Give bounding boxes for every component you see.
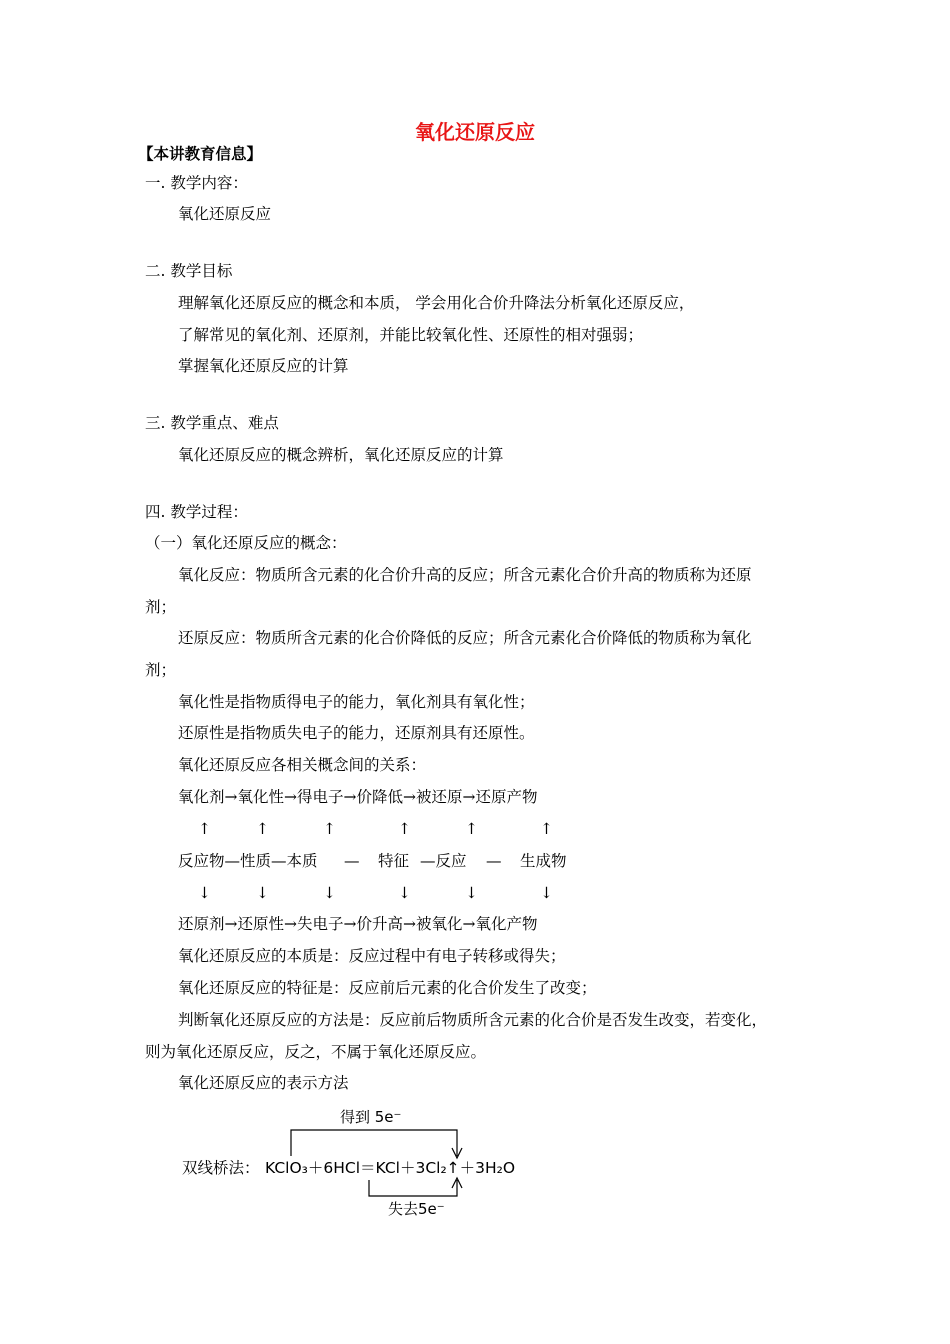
relation-middle-term: 反应物—性质—本质 (178, 852, 318, 870)
section2-line: 理解氧化还原反应的概念和本质， 学会用化合价升降法分析氧化还原反应， (178, 294, 695, 312)
representation-line: 氧化还原反应的表示方法 (178, 1074, 349, 1092)
down-arrow: ↓ (398, 884, 411, 902)
down-arrow: ↓ (198, 884, 211, 902)
down-arrow: ↓ (465, 884, 478, 902)
reduction-reaction-line2: 剂； (145, 661, 177, 679)
gain-label: 得到 5e⁻ (340, 1108, 402, 1126)
relation-middle-term: — (344, 852, 360, 870)
up-arrow: ↑ (398, 820, 411, 838)
up-arrow: ↑ (198, 820, 211, 838)
up-arrow: ↑ (323, 820, 336, 838)
reaction-equation: KClO₃＋6HCl＝KCl＋3Cl₂↑＋3H₂O (265, 1159, 516, 1177)
section2-heading: 二. 教学目标 (145, 262, 233, 280)
down-arrow: ↓ (323, 884, 336, 902)
lose-label: 失去5e⁻ (388, 1200, 445, 1218)
section1-heading: 一. 教学内容： (145, 174, 248, 192)
section4-sub1: （一）氧化还原反应的概念： (145, 534, 347, 552)
up-arrow: ↑ (465, 820, 478, 838)
relation-middle-term: —反应 (420, 852, 467, 870)
judge-method-line1: 判断氧化还原反应的方法是：反应前后物质所含元素的化合价是否发生改变，若变化， (178, 1011, 768, 1029)
lose-electron-bracket (369, 1180, 457, 1196)
section3-body: 氧化还原反应的概念辨析，氧化还原反应的计算 (178, 446, 504, 464)
bridge-method-label: 双线桥法： (182, 1159, 260, 1177)
section1-body: 氧化还原反应 (178, 205, 272, 223)
down-arrow: ↓ (540, 884, 553, 902)
section2-line: 了解常见的氧化剂、还原剂，并能比较氧化性、还原性的相对强弱； (178, 326, 644, 344)
reducing-property: 还原性是指物质失电子的能力，还原剂具有还原性。 (178, 724, 535, 742)
info-header: 【本讲教育信息】 (138, 144, 263, 163)
relation-middle-term: 特征 (378, 852, 410, 870)
gain-electron-bracket (291, 1130, 457, 1156)
section3-heading: 三. 教学重点、难点 (145, 414, 279, 432)
oxidation-reaction-line2: 剂； (145, 598, 177, 616)
double-line-bridge-diagram (170, 1098, 570, 1223)
essence-line: 氧化还原反应的本质是：反应过程中有电子转移或得失； (178, 947, 566, 965)
section4-heading: 四. 教学过程： (145, 503, 248, 521)
feature-line: 氧化还原反应的特征是：反应前后元素的化合价发生了改变； (178, 979, 597, 997)
oxidizing-property: 氧化性是指物质得电子的能力，氧化剂具有氧化性； (178, 693, 535, 711)
judge-method-line2: 则为氧化还原反应，反之，不属于氧化还原反应。 (145, 1043, 487, 1061)
down-arrow: ↓ (256, 884, 269, 902)
relation-intro: 氧化还原反应各相关概念间的关系： (178, 756, 427, 774)
reduction-reaction-line1: 还原反应：物质所含元素的化合价降低的反应；所含元素化合价降低的物质称为氧化 (178, 629, 752, 647)
oxidation-reaction-line1: 氧化反应：物质所含元素的化合价升高的反应；所含元素化合价升高的物质称为还原 (178, 566, 752, 584)
relation-middle-term: — (486, 852, 502, 870)
page-title: 氧化还原反应 (415, 120, 535, 144)
section2-line: 掌握氧化还原反应的计算 (178, 357, 349, 375)
up-arrow: ↑ (256, 820, 269, 838)
up-arrow: ↑ (540, 820, 553, 838)
relation-bottom-chain: 还原剂→还原性→失电子→价升高→被氧化→氧化产物 (178, 915, 538, 933)
relation-middle-term: 生成物 (520, 852, 567, 870)
relation-top-chain: 氧化剂→氧化性→得电子→价降低→被还原→还原产物 (178, 788, 538, 806)
